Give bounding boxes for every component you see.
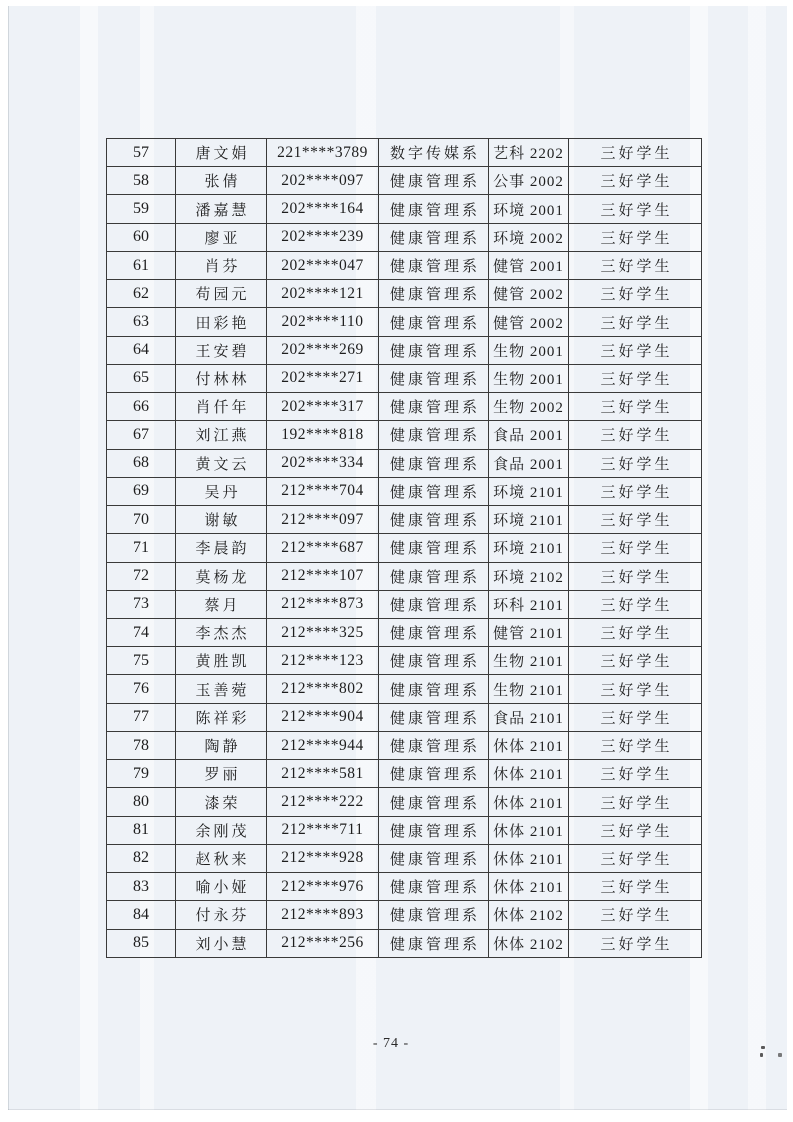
- cell-department: 健康管理系: [379, 336, 489, 364]
- cell-name: 潘嘉慧: [176, 195, 267, 223]
- table-row: [107, 195, 702, 223]
- table-row: [107, 816, 702, 844]
- cell-award: 三好学生: [569, 167, 702, 195]
- cell-student-id: 212****802: [267, 675, 379, 703]
- cell-award: 三好学生: [569, 308, 702, 336]
- cell-award: 三好学生: [569, 844, 702, 872]
- cell-department: 健康管理系: [379, 675, 489, 703]
- cell-number: 82: [107, 844, 176, 872]
- cell-department: 健康管理系: [379, 449, 489, 477]
- table-row: [107, 251, 702, 279]
- cell-award: 三好学生: [569, 590, 702, 618]
- table-row: [107, 534, 702, 562]
- cell-class: 生物 2101: [489, 647, 569, 675]
- cell-department: 健康管理系: [379, 562, 489, 590]
- cell-award: 三好学生: [569, 618, 702, 646]
- scan-speck: [761, 1046, 765, 1049]
- cell-class: 生物 2101: [489, 675, 569, 703]
- cell-student-id: 192****818: [267, 421, 379, 449]
- cell-class: 休体 2102: [489, 901, 569, 929]
- cell-number: 79: [107, 760, 176, 788]
- cell-award: 三好学生: [569, 901, 702, 929]
- cell-number: 75: [107, 647, 176, 675]
- cell-class: 食品 2101: [489, 703, 569, 731]
- table-row: [107, 590, 702, 618]
- cell-award: 三好学生: [569, 364, 702, 392]
- table-row: [107, 929, 702, 957]
- table-row: [107, 703, 702, 731]
- cell-award: 三好学生: [569, 139, 702, 167]
- cell-class: 健管 2101: [489, 618, 569, 646]
- cell-name: 喻小娅: [176, 873, 267, 901]
- cell-class: 环科 2101: [489, 590, 569, 618]
- cell-name: 黄文云: [176, 449, 267, 477]
- scan-speck: [760, 1053, 763, 1057]
- cell-class: 环境 2101: [489, 506, 569, 534]
- cell-department: 健康管理系: [379, 280, 489, 308]
- cell-class: 食品 2001: [489, 421, 569, 449]
- cell-student-id: 212****873: [267, 590, 379, 618]
- cell-award: 三好学生: [569, 675, 702, 703]
- cell-department: 健康管理系: [379, 590, 489, 618]
- cell-number: 64: [107, 336, 176, 364]
- cell-class: 休体 2102: [489, 929, 569, 957]
- cell-number: 58: [107, 167, 176, 195]
- cell-student-id: 202****097: [267, 167, 379, 195]
- cell-student-id: 202****269: [267, 336, 379, 364]
- cell-class: 食品 2001: [489, 449, 569, 477]
- cell-number: 67: [107, 421, 176, 449]
- cell-name: 吴丹: [176, 477, 267, 505]
- cell-name: 付永芬: [176, 901, 267, 929]
- cell-class: 环境 2102: [489, 562, 569, 590]
- cell-department: 健康管理系: [379, 618, 489, 646]
- cell-student-id: 212****893: [267, 901, 379, 929]
- cell-name: 王安碧: [176, 336, 267, 364]
- cell-name: 廖亚: [176, 223, 267, 251]
- cell-department: 健康管理系: [379, 901, 489, 929]
- cell-class: 公事 2002: [489, 167, 569, 195]
- cell-number: 73: [107, 590, 176, 618]
- cell-award: 三好学生: [569, 731, 702, 759]
- table-row: [107, 873, 702, 901]
- cell-class: 健管 2002: [489, 280, 569, 308]
- cell-name: 李晨韵: [176, 534, 267, 562]
- cell-number: 65: [107, 364, 176, 392]
- cell-department: 健康管理系: [379, 506, 489, 534]
- cell-award: 三好学生: [569, 449, 702, 477]
- table-row: [107, 562, 702, 590]
- cell-award: 三好学生: [569, 873, 702, 901]
- cell-class: 休体 2101: [489, 816, 569, 844]
- scanned-page: [8, 6, 787, 1110]
- cell-number: 80: [107, 788, 176, 816]
- cell-number: 71: [107, 534, 176, 562]
- table-row: [107, 760, 702, 788]
- cell-name: 刘小慧: [176, 929, 267, 957]
- table-row: [107, 364, 702, 392]
- cell-award: 三好学生: [569, 195, 702, 223]
- cell-award: 三好学生: [569, 647, 702, 675]
- cell-name: 付林林: [176, 364, 267, 392]
- cell-name: 黄胜凯: [176, 647, 267, 675]
- table-row: [107, 506, 702, 534]
- table-row: [107, 731, 702, 759]
- cell-student-id: 221****3789: [267, 139, 379, 167]
- cell-student-id: 212****256: [267, 929, 379, 957]
- cell-student-id: 202****110: [267, 308, 379, 336]
- cell-department: 健康管理系: [379, 929, 489, 957]
- cell-student-id: 202****047: [267, 251, 379, 279]
- cell-number: 57: [107, 139, 176, 167]
- table-row: [107, 280, 702, 308]
- cell-student-id: 202****334: [267, 449, 379, 477]
- cell-class: 休体 2101: [489, 873, 569, 901]
- cell-name: 陈祥彩: [176, 703, 267, 731]
- cell-name: 肖芬: [176, 251, 267, 279]
- cell-number: 69: [107, 477, 176, 505]
- cell-award: 三好学生: [569, 251, 702, 279]
- cell-number: 81: [107, 816, 176, 844]
- cell-student-id: 202****239: [267, 223, 379, 251]
- cell-name: 苟园元: [176, 280, 267, 308]
- cell-department: 健康管理系: [379, 788, 489, 816]
- cell-name: 莫杨龙: [176, 562, 267, 590]
- cell-class: 休体 2101: [489, 760, 569, 788]
- cell-department: 健康管理系: [379, 308, 489, 336]
- table-row: [107, 308, 702, 336]
- cell-student-id: 212****976: [267, 873, 379, 901]
- table-row: [107, 223, 702, 251]
- cell-department: 健康管理系: [379, 393, 489, 421]
- cell-award: 三好学生: [569, 703, 702, 731]
- cell-student-id: 212****325: [267, 618, 379, 646]
- cell-department: 健康管理系: [379, 167, 489, 195]
- cell-student-id: 202****271: [267, 364, 379, 392]
- cell-award: 三好学生: [569, 336, 702, 364]
- cell-student-id: 212****222: [267, 788, 379, 816]
- cell-student-id: 202****164: [267, 195, 379, 223]
- table-row: [107, 336, 702, 364]
- cell-department: 健康管理系: [379, 364, 489, 392]
- cell-class: 环境 2101: [489, 534, 569, 562]
- cell-student-id: 212****704: [267, 477, 379, 505]
- cell-award: 三好学生: [569, 393, 702, 421]
- cell-department: 健康管理系: [379, 703, 489, 731]
- cell-student-id: 212****123: [267, 647, 379, 675]
- cell-award: 三好学生: [569, 760, 702, 788]
- cell-name: 赵秋来: [176, 844, 267, 872]
- cell-award: 三好学生: [569, 534, 702, 562]
- cell-department: 健康管理系: [379, 251, 489, 279]
- cell-name: 刘江燕: [176, 421, 267, 449]
- cell-student-id: 212****097: [267, 506, 379, 534]
- cell-department: 健康管理系: [379, 223, 489, 251]
- cell-award: 三好学生: [569, 280, 702, 308]
- table-row: [107, 901, 702, 929]
- cell-student-id: 212****928: [267, 844, 379, 872]
- cell-number: 60: [107, 223, 176, 251]
- cell-class: 休体 2101: [489, 844, 569, 872]
- cell-class: 健管 2002: [489, 308, 569, 336]
- cell-student-id: 202****317: [267, 393, 379, 421]
- cell-class: 环境 2002: [489, 223, 569, 251]
- cell-class: 休体 2101: [489, 788, 569, 816]
- cell-number: 68: [107, 449, 176, 477]
- table-row: [107, 675, 702, 703]
- cell-department: 健康管理系: [379, 534, 489, 562]
- cell-department: 健康管理系: [379, 421, 489, 449]
- cell-number: 76: [107, 675, 176, 703]
- cell-student-id: 212****107: [267, 562, 379, 590]
- cell-name: 罗丽: [176, 760, 267, 788]
- cell-department: 健康管理系: [379, 477, 489, 505]
- table-row: [107, 647, 702, 675]
- cell-number: 66: [107, 393, 176, 421]
- cell-number: 78: [107, 731, 176, 759]
- cell-student-id: 212****711: [267, 816, 379, 844]
- table-row: [107, 449, 702, 477]
- cell-class: 健管 2001: [489, 251, 569, 279]
- cell-number: 74: [107, 618, 176, 646]
- cell-name: 肖仟年: [176, 393, 267, 421]
- table-row: [107, 844, 702, 872]
- table-row: [107, 139, 702, 167]
- cell-student-id: 202****121: [267, 280, 379, 308]
- cell-department: 健康管理系: [379, 647, 489, 675]
- cell-number: 85: [107, 929, 176, 957]
- cell-number: 62: [107, 280, 176, 308]
- cell-award: 三好学生: [569, 788, 702, 816]
- cell-department: 健康管理系: [379, 731, 489, 759]
- cell-class: 环境 2001: [489, 195, 569, 223]
- cell-name: 余刚茂: [176, 816, 267, 844]
- cell-award: 三好学生: [569, 816, 702, 844]
- cell-class: 生物 2002: [489, 393, 569, 421]
- cell-class: 休体 2101: [489, 731, 569, 759]
- cell-name: 陶静: [176, 731, 267, 759]
- cell-student-id: 212****904: [267, 703, 379, 731]
- cell-number: 61: [107, 251, 176, 279]
- table-row: [107, 788, 702, 816]
- cell-name: 蔡月: [176, 590, 267, 618]
- cell-award: 三好学生: [569, 562, 702, 590]
- cell-department: 健康管理系: [379, 844, 489, 872]
- cell-department: 健康管理系: [379, 195, 489, 223]
- cell-number: 83: [107, 873, 176, 901]
- cell-department: 健康管理系: [379, 760, 489, 788]
- cell-name: 唐文娟: [176, 139, 267, 167]
- table-row: [107, 167, 702, 195]
- cell-class: 艺科 2202: [489, 139, 569, 167]
- awards-table: [106, 138, 702, 958]
- table-row: [107, 477, 702, 505]
- cell-number: 84: [107, 901, 176, 929]
- cell-student-id: 212****581: [267, 760, 379, 788]
- page-number: - 74 -: [372, 1036, 410, 1051]
- cell-number: 77: [107, 703, 176, 731]
- cell-award: 三好学生: [569, 506, 702, 534]
- cell-student-id: 212****944: [267, 731, 379, 759]
- cell-number: 72: [107, 562, 176, 590]
- cell-award: 三好学生: [569, 223, 702, 251]
- cell-class: 生物 2001: [489, 364, 569, 392]
- table-row: [107, 421, 702, 449]
- cell-award: 三好学生: [569, 929, 702, 957]
- cell-name: 漆荣: [176, 788, 267, 816]
- cell-name: 张倩: [176, 167, 267, 195]
- cell-name: 李杰杰: [176, 618, 267, 646]
- cell-number: 70: [107, 506, 176, 534]
- cell-name: 谢敏: [176, 506, 267, 534]
- table-row: [107, 618, 702, 646]
- cell-department: 健康管理系: [379, 816, 489, 844]
- cell-department: 数字传媒系: [379, 139, 489, 167]
- cell-student-id: 212****687: [267, 534, 379, 562]
- cell-class: 环境 2101: [489, 477, 569, 505]
- cell-number: 63: [107, 308, 176, 336]
- cell-name: 田彩艳: [176, 308, 267, 336]
- cell-award: 三好学生: [569, 421, 702, 449]
- scan-speck: [778, 1053, 782, 1057]
- cell-department: 健康管理系: [379, 873, 489, 901]
- table-row: [107, 393, 702, 421]
- cell-name: 玉善菀: [176, 675, 267, 703]
- cell-award: 三好学生: [569, 477, 702, 505]
- cell-class: 生物 2001: [489, 336, 569, 364]
- cell-number: 59: [107, 195, 176, 223]
